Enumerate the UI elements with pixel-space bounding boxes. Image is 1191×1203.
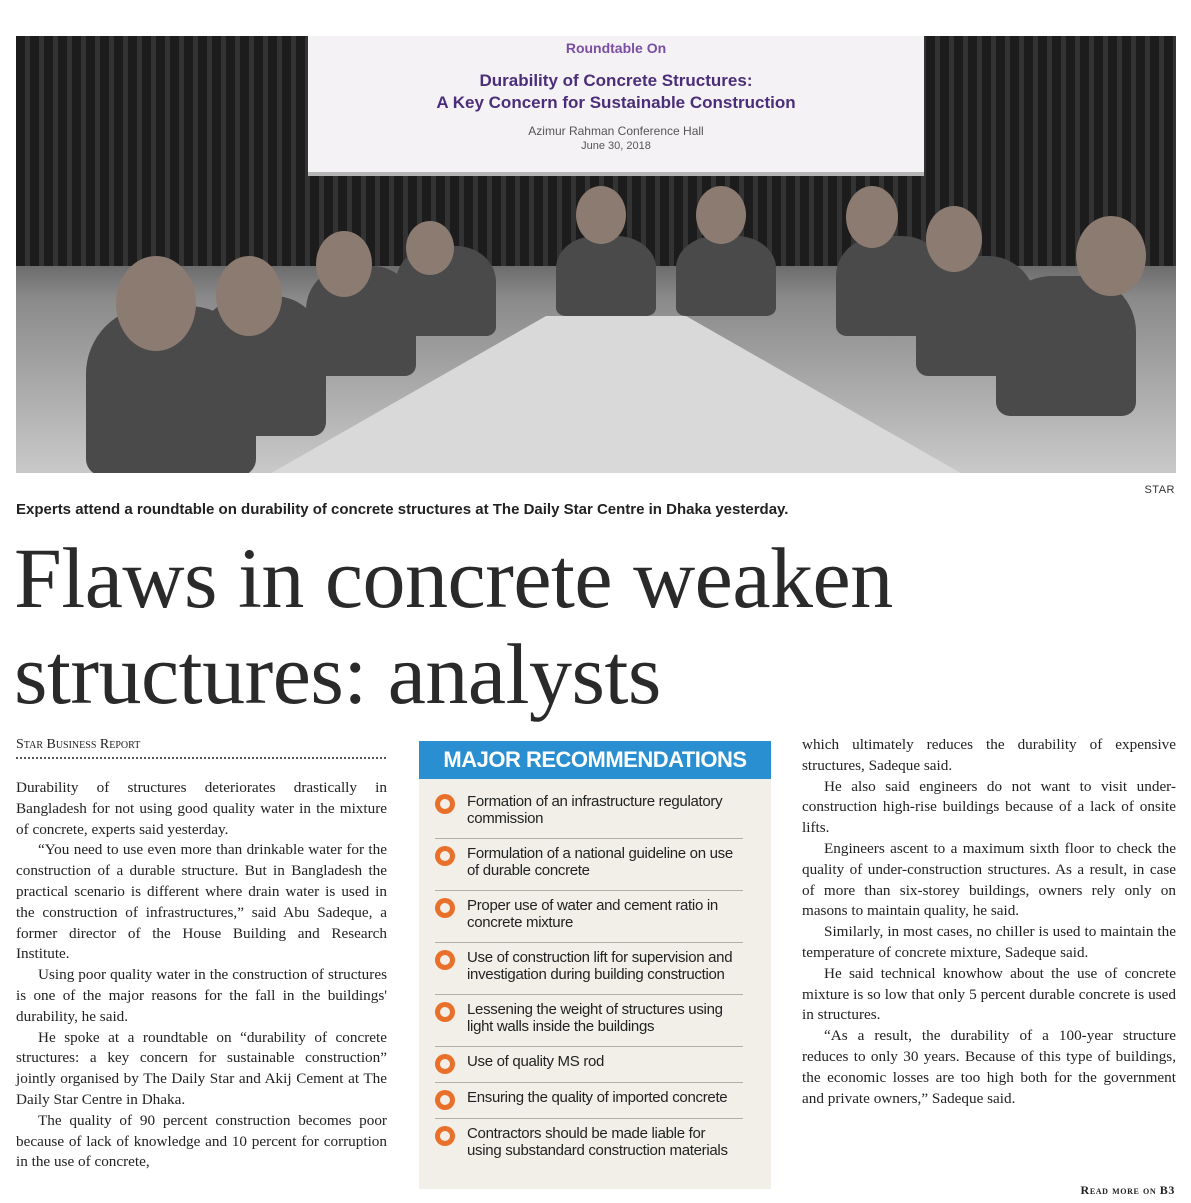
bullet-ring-icon	[435, 794, 455, 814]
photo-caption: Experts attend a roundtable on durability of concrete structures at The Daily Star Centre in Dhaka yesterday.	[16, 501, 789, 518]
paragraph: “As a result, the durability of a 100-year structure reduces to only 30 years. Because of this type of buildings, the economic losses are too high both for the government and private owners,” Sadeque said.	[802, 1027, 1176, 1107]
paragraph: He said technical knowhow about the use of concrete mixture is so low that only 5 percent durable concrete is used in structures.	[802, 964, 1176, 1024]
recommendation-item	[435, 891, 743, 943]
attendee-head	[406, 221, 454, 275]
recommendations-box	[419, 741, 771, 1189]
banner-date: June 30, 2018	[581, 140, 651, 152]
attendee-head	[1076, 216, 1146, 296]
banner-title-line1: Durability of Concrete Structures:	[479, 71, 753, 90]
attendee	[556, 236, 656, 316]
byline: Star Business Report	[16, 737, 141, 752]
attendee-head	[116, 256, 196, 351]
paragraph: The quality of 90 percent construction becomes poor because of lack of knowledge and 10 percent for corruption in the use of concrete,	[16, 1111, 387, 1171]
recommendation-text: Use of quality MS rod	[467, 1053, 605, 1070]
bullet-ring-icon	[435, 846, 455, 866]
attendee-head	[576, 186, 626, 244]
bullet-ring-icon	[435, 950, 455, 970]
paragraph: Durability of structures deteriorates drastically in Bangladesh for not using good quality water in the mixture of concrete, experts said yesterday.	[16, 779, 387, 838]
recommendation-item	[435, 1119, 743, 1171]
recommendation-item	[435, 1047, 743, 1083]
recommendation-item	[435, 995, 743, 1047]
paragraph: Engineers ascent to a maximum sixth floor to check the quality of under-construction structures. As a result, in case of more than six-storey buildings, owners rely only on masons to maintain quality, he said.	[802, 839, 1176, 920]
headline-line1: Flaws in concrete weaken	[14, 530, 893, 626]
bullet-ring-icon	[435, 898, 455, 918]
article-column-left	[16, 778, 387, 1173]
article-headline	[14, 530, 1174, 722]
attendee	[676, 236, 776, 316]
recommendation-text: Formulation of a national guideline on use of durable concrete	[467, 845, 733, 879]
article-column-right	[802, 735, 1176, 1109]
recommendation-text: Formation of an infrastructure regulatory commission	[467, 793, 723, 827]
bullet-ring-icon	[435, 1054, 455, 1074]
recommendation-text: Proper use of water and cement ratio in concrete mixture	[467, 897, 718, 931]
attendee-head	[216, 256, 282, 336]
headline-line2: structures: analysts	[14, 626, 661, 722]
bullet-ring-icon	[435, 1002, 455, 1022]
attendee-head	[846, 186, 898, 248]
recommendation-item	[435, 839, 743, 891]
attendee	[996, 276, 1136, 416]
recommendation-item	[435, 943, 743, 995]
recommendation-text: Ensuring the quality of imported concrete	[467, 1089, 728, 1106]
event-banner	[308, 36, 924, 176]
bullet-ring-icon	[435, 1126, 455, 1146]
recommendation-text: Lessening the weight of structures using light walls inside the buildings	[467, 1001, 723, 1035]
paragraph: He also said engineers do not want to visit under-construction high-rise buildings because of a lack of onsite lifts.	[802, 777, 1176, 837]
photo-credit: STAR	[1144, 484, 1175, 496]
recommendation-text: Contractors should be made liable for using substandard construction materials	[467, 1125, 728, 1159]
paragraph: which ultimately reduces the durability of expensive structures, Sadeque said.	[802, 736, 1176, 774]
recommendation-item	[435, 1083, 743, 1119]
bullet-ring-icon	[435, 1090, 455, 1110]
recommendations-list	[419, 779, 771, 1171]
attendee-head	[926, 206, 982, 272]
recommendation-item	[435, 787, 743, 839]
banner-title-line2: A Key Concern for Sustainable Construction	[436, 93, 796, 112]
banner-venue: Azimur Rahman Conference Hall	[528, 124, 704, 138]
paragraph: Similarly, in most cases, no chiller is used to maintain the temperature of concrete mixture, Sadeque said.	[802, 923, 1176, 961]
byline-divider	[16, 757, 386, 759]
paragraph: “You need to use even more than drinkable water for the construction of a durable structure. But in Bangladesh the practical scenario is different where drain water is used in the construction of infrastructures,” said Abu Sadeque, a former director of the House Building and Research Institute.	[16, 841, 387, 963]
paragraph: Using poor quality water in the construction of structures is one of the major reasons for the fall in the buildings' durability, he said.	[16, 966, 387, 1025]
paragraph: He spoke at a roundtable on “durability of concrete structures: a key concern for sustainable construction” jointly organised by The Daily Star and Akij Cement at The Daily Star Centre in Dhaka.	[16, 1028, 387, 1108]
read-more-link[interactable]: Read more on B3	[1080, 1183, 1175, 1197]
recommendation-text: Use of construction lift for supervision and investigation during building construction	[467, 949, 733, 983]
attendee-head	[316, 231, 372, 297]
roundtable-photo	[16, 36, 1176, 473]
banner-label: Roundtable On	[565, 40, 667, 56]
attendee-head	[696, 186, 746, 244]
recommendations-title: MAJOR RECOMMENDATIONS	[419, 741, 771, 779]
banner-title	[308, 70, 924, 114]
